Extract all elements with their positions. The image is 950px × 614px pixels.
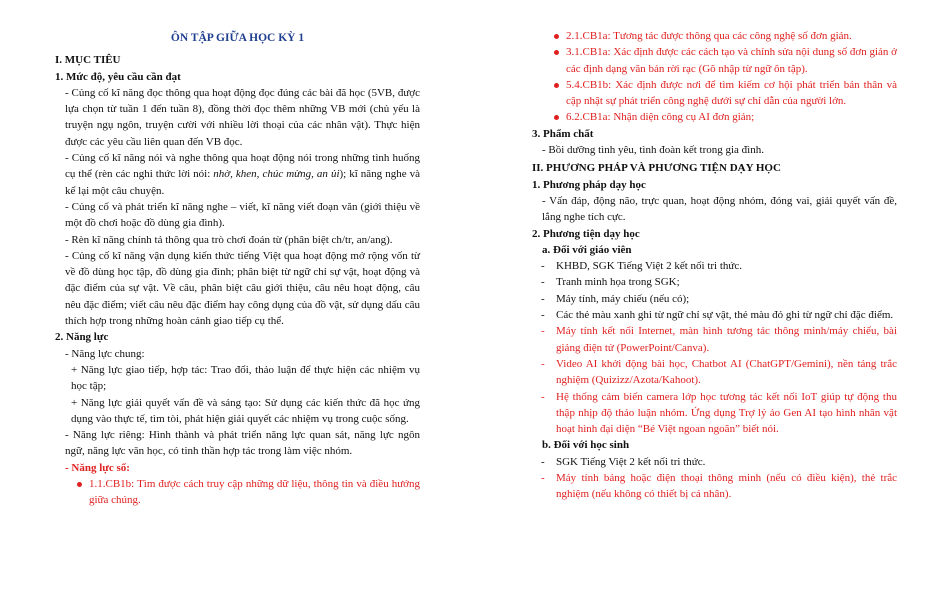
paragraph-reading: - Củng cố kĩ năng đọc thông qua hoạt động đọc đúng các bài đã học (5VB, được lựa chọn từ tuần 1 đến tuần 8), đồng thời đọc thêm những VB mới (chủ yếu là truyện ngụ ngôn, truyện cười với nhiều lời thoại của các nhân vật). Thực hiện được các yêu cầu liên quan đến VB đọc. [65, 86, 420, 148]
digital-competence-text: 1.1.CB1b: Tìm được cách truy cập những dữ liệu, thông tin và điều hướng giữa chúng. [89, 478, 420, 507]
digital-competence-text: 6.2.CB1a: Nhận diện công cụ AI đơn giản; [566, 111, 755, 124]
bullet-icon [554, 83, 559, 88]
section-heading-methods: II. PHƯƠNG PHÁP VÀ PHƯƠNG TIỆN DẠY HỌC [532, 162, 781, 175]
paragraph-speaking-part1: - Củng cố kĩ năng nói và nghe thông qua hoạt động nói trong những tình huống cụ thể (rèn các nghi thức lời nói: [65, 152, 420, 181]
digital-competence-list-right [532, 28, 897, 126]
digital-competence-list-left [55, 476, 420, 509]
teacher-item-text: Tranh minh họa trong SGK; [556, 276, 680, 289]
subheading-teaching-means: 2. Phương tiện dạy học [532, 227, 640, 240]
paragraph-vocabulary: - Củng cố kĩ năng vận dụng kiến thức tiếng Việt qua hoạt động mở rộng vốn từ về đồ dùng học tập, đồ dùng gia đình; phân biệt từ ngữ chỉ sự vật, hoạt động và đặc điểm của sự vật. Về câu, phân biệt câu giới thiệu, câu nêu hoạt động, câu nêu đặc điểm; viết câu nêu đặc điểm hay công dụng của đồ vật, sử dụng dấu câu thích hợp trong những hoàn cảnh giao tiếp cụ thể. [65, 249, 420, 328]
bullet-icon [554, 50, 559, 55]
subheading-teaching-methods: 1. Phương pháp dạy học [532, 178, 646, 191]
teacher-item: - Máy tính kết nối Internet, màn hình tương tác thông minh/máy chiếu, bài giảng điện tử (PowerPoint/Canva). [541, 325, 897, 354]
teacher-item: - Máy tính, máy chiếu (nếu có); [541, 292, 690, 305]
teacher-item: - Hệ thống cảm biến camera lớp học tương tác kết nối IoT giúp tự động thu thập nhịp độ thảo luận nhóm. Ứng dụng Trợ lý ảo Gen AI tạo hình nhân vật hoạt hình đại diện “Bé Việt ngoan ngoãn” biết nói. [541, 390, 897, 436]
teacher-item: - Các thẻ màu xanh ghi từ ngữ chỉ sự vật, thẻ màu đỏ ghi từ ngữ chỉ đặc điểm. [541, 309, 894, 322]
digital-competence-item [532, 44, 897, 77]
paragraph-teaching-methods: - Vấn đáp, động não, trực quan, hoạt động nhóm, đóng vai, giải quyết vấn đề, lắng nghe tích cực. [542, 194, 897, 224]
paragraph-communication: + Năng lực giao tiếp, hợp tác: Trao đổi, thảo luận để thực hiện các nhiệm vụ học tập; [71, 363, 420, 393]
paragraph-writing: - Củng cố và phát triển kĩ năng nghe – viết, kĩ năng viết đoạn văn (giới thiệu về một đồ chơi hoặc đồ dùng gia đình). [65, 200, 420, 230]
paragraph-spelling: - Rèn kĩ năng chính tả thông qua trò chơi đoán từ (phân biệt ch/tr, an/ang). [65, 233, 393, 246]
student-item-text: Máy tính bảng hoặc điện thoại thông minh (nếu có điều kiện), thẻ trắc nghiệm (nếu không có thiết bị cá nhân). [556, 472, 897, 501]
teacher-items-list [532, 258, 897, 437]
paragraph-qualities: - Bồi dưỡng tình yêu, tình đoàn kết trong gia đình. [542, 144, 764, 157]
teacher-item: - Tranh minh họa trong SGK; [541, 276, 680, 289]
section-heading-objectives: I. MỤC TIÊU [55, 54, 121, 67]
digital-competence-item [532, 109, 897, 125]
paragraph-problem-solving: + Năng lực giải quyết vấn đề và sáng tạo: Sử dụng các kiến thức đã học ứng dụng vào thực tế, tìm tòi, phát hiện giải quyết các nhiệm vụ trong cuộc sống. [71, 396, 420, 425]
digital-competence-item [532, 77, 897, 110]
digital-competence-item [532, 28, 897, 44]
paragraph-speaking-emphasis: nhờ, khen, chúc mừng, an ủi [213, 168, 340, 181]
bullet-icon [554, 34, 559, 39]
subheading-qualities: 3. Phẩm chất [532, 127, 594, 140]
student-items-list [532, 454, 897, 503]
left-column [55, 28, 420, 509]
student-heading: b. Đối với học sinh [542, 439, 630, 452]
paragraph-general-competence: - Năng lực chung: [65, 347, 145, 360]
right-column [532, 28, 897, 503]
digital-competence-item [55, 476, 420, 509]
paragraph-speaking [55, 150, 420, 199]
teacher-item: - Video AI khởi động bài học, Chatbot AI (ChatGPT/Gemini), nền tảng trắc nghiệm (Quizizz/Azota/Kahoot). [541, 357, 897, 387]
teacher-item: - KHBD, SGK Tiếng Việt 2 kết nối tri thức. [541, 260, 742, 273]
page-title: ÔN TẬP GIỮA HỌC KỲ 1 [170, 32, 305, 44]
bullet-icon [77, 482, 82, 487]
teacher-heading: a. Đối với giáo viên [542, 243, 632, 256]
student-item: - SGK Tiếng Việt 2 kết nối tri thức. [541, 455, 706, 468]
teacher-item-text: KHBD, SGK Tiếng Việt 2 kết nối tri thức. [556, 260, 742, 273]
student-item-text: SGK Tiếng Việt 2 kết nối tri thức. [556, 455, 706, 468]
teacher-item-text: Hệ thống cảm biến camera lớp học tương tác kết nối IoT giúp tự động thu thập nhịp độ thảo luận nhóm. Ứng dụng Trợ lý ảo Gen AI tạo hình nhân vật hoạt hình đại diện “Bé Việt ngoan ngoãn” biết nói. [556, 390, 897, 436]
digital-competence-text: 3.1.CB1a: Xác định được các cách tạo và chỉnh sửa nội dung số đơn giản ở các định dạng văn bản rời rạc (Gõ nhập từ ngữ ôn tập). [566, 46, 897, 75]
paragraph-specific-competence: - Năng lực riêng: Hình thành và phát triển năng lực quan sát, năng lực ngôn ngữ, năng lực văn học, có tinh thần hợp tác trong làm việc nhóm. [65, 429, 420, 458]
subheading-requirements: 1. Mức độ, yêu cầu cần đạt [55, 70, 181, 83]
teacher-item-text: Máy tính kết nối Internet, màn hình tương tác thông minh/máy chiếu, bài giảng điện tử (PowerPoint/Canva). [556, 325, 897, 354]
bullet-icon [554, 115, 559, 120]
digital-competence-text: 2.1.CB1a: Tương tác được thông qua các công nghệ số đơn giản. [566, 30, 852, 42]
digital-competence-text: 5.4.CB1b: Xác định được nơi để tìm kiếm cơ hội phát triển bản thân và cập nhật sự phát triển công nghệ dưới sự chỉ dẫn của người lớn. [566, 78, 897, 108]
teacher-item-text: Video AI khởi động bài học, Chatbot AI (ChatGPT/Gemini), nền tảng trắc nghiệm (Quizizz/Azota/Kahoot). [556, 357, 897, 387]
digital-competence-heading: - Năng lực số: [65, 461, 130, 474]
student-item: - Máy tính bảng hoặc điện thoại thông minh (nếu có điều kiện), thẻ trắc nghiệm (nếu không có thiết bị cá nhân). [541, 472, 897, 501]
paragraph-speaking-part2: ); kĩ năng nghe và kể lại một câu chuyện. [65, 168, 420, 197]
teacher-item-text: Máy tính, máy chiếu (nếu có); [556, 292, 690, 305]
subheading-competence: 2. Năng lực [55, 331, 109, 344]
teacher-item-text: Các thẻ màu xanh ghi từ ngữ chỉ sự vật, thẻ màu đỏ ghi từ ngữ chỉ đặc điểm. [556, 309, 894, 322]
